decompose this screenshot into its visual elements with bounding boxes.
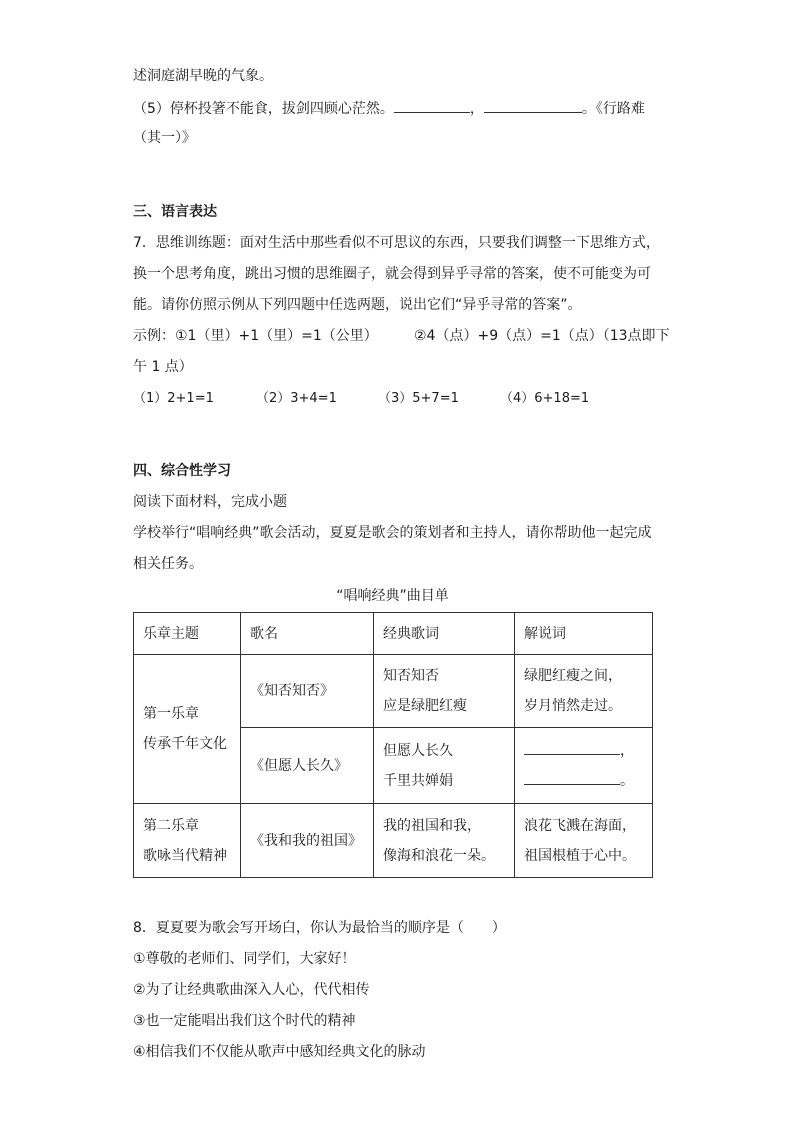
song-1-commentary — [515, 655, 653, 728]
answer-blank-commentary-b[interactable] — [524, 770, 620, 785]
question-7-line3: 能。请你仿照示例从下列四题中任选两题，说出它们“异乎寻常的答案”。 — [133, 297, 582, 313]
song-2-title: 《但愿人长久》 — [241, 728, 374, 804]
q8-item-1: ①尊敬的老师们、同学们，大家好！ — [133, 951, 356, 967]
commentary-line: 岁月悄然走过。 — [524, 698, 622, 714]
example-line2: 午 1 点） — [133, 359, 193, 375]
lyric-line: 像海和浪花一朵。 — [383, 847, 495, 864]
chapter-2-cell — [134, 804, 241, 878]
q8-item-2: ②为了让经典歌曲深入人心，代代相传 — [133, 982, 370, 998]
activity-desc-line2: 相关任务。 — [133, 556, 203, 572]
section-3-heading: 三、语言表达 — [133, 204, 217, 220]
reading-intro: 阅读下面材料，完成小题 — [133, 494, 287, 510]
activity-desc-line1: 学校举行“唱响经典”歌会活动，夏夏是歌会的策划者和主持人，请你帮助他一起完成 — [133, 525, 652, 541]
lyric-line: 应是绿肥红瘦 — [383, 698, 467, 714]
song-3-lyrics — [374, 804, 515, 878]
commentary-punct: ， — [620, 742, 634, 759]
question-5-line — [133, 98, 645, 119]
song-1-lyrics — [374, 655, 515, 728]
lyric-line: 但愿人长久 — [383, 742, 453, 759]
question-5-source-line2: （其一）》 — [133, 130, 196, 146]
example-b: ②4（点）+9（点）=1（点）（13点即下 — [414, 328, 670, 344]
question-5-text: （5）停杯投箸不能食，拔剑四顾心茫然。 — [133, 101, 394, 117]
commentary-line: 绿肥红瘦之间， — [524, 668, 622, 684]
song-list-table — [133, 612, 653, 878]
commentary-punct: 。 — [620, 772, 634, 789]
commentary-blank-line — [524, 736, 652, 766]
song-3-commentary — [515, 804, 653, 878]
chapter-2-name: 第二乐章 — [143, 817, 199, 834]
song-2-lyrics — [374, 728, 515, 804]
question-7-line2: 换一个思考角度，跳出习惯的思维圈子，就会得到异乎寻常的答案，使不可能变为可 — [133, 266, 651, 282]
q8-item-4: ④相信我们不仅能从歌声中感知经典文化的脉动 — [133, 1044, 426, 1060]
song-3-title: 《我和我的祖国》 — [241, 804, 374, 878]
q8-item-3: ③也一定能唱出我们这个时代的精神 — [133, 1013, 356, 1029]
commentary-line: 祖国根植于心中。 — [524, 847, 636, 864]
option-4: （4）6+18=1 — [500, 391, 590, 406]
lyric-line: 我的祖国和我， — [383, 817, 481, 834]
question-7-line1: 7．思维训练题：面对生活中那些看似不可思议的东西，只要我们调整一下思维方式， — [133, 235, 660, 251]
song-2-commentary — [515, 728, 653, 804]
example-line — [133, 326, 670, 346]
header-song: 歌名 — [241, 613, 374, 655]
question-8-text: 8．夏夏要为歌会写开场白，你认为最恰当的顺序是（ ） — [133, 920, 506, 936]
commentary-line: 浪花飞溅在海面， — [524, 817, 636, 834]
header-commentary: 解说词 — [515, 613, 653, 655]
lyric-line: 知否知否 — [383, 668, 439, 684]
example-a: 示例：①1（里）+1（里）=1（公里） — [133, 328, 378, 344]
chapter-1-cell — [134, 655, 241, 804]
section-4-heading: 四、综合性学习 — [133, 463, 231, 479]
song-1-title: 《知否知否》 — [241, 655, 374, 728]
chapter-1-theme: 传承千年文化 — [143, 736, 227, 752]
option-3: （3）5+7=1 — [378, 391, 459, 406]
commentary-blank-line — [524, 766, 652, 796]
table-header-row — [134, 613, 653, 655]
option-2: （2）3+4=1 — [256, 391, 337, 406]
answer-blank-commentary-a[interactable] — [524, 740, 620, 755]
chapter-1-name: 第一乐章 — [143, 706, 199, 722]
header-lyrics: 经典歌词 — [374, 613, 515, 655]
question-5-separator: ， — [469, 101, 484, 117]
table-row — [134, 655, 653, 728]
chapter-2-theme: 歌咏当代精神 — [143, 847, 227, 864]
answer-blank-5a[interactable] — [394, 98, 470, 113]
table-title: “唱响经典”曲目单 — [336, 588, 449, 604]
poem-description-line: 述洞庭湖早晚的气象。 — [133, 68, 273, 84]
lyric-line: 千里共婵娟 — [383, 772, 453, 789]
question-5-source: 。《行路难 — [581, 101, 645, 117]
option-1: （1）2+1=1 — [133, 391, 214, 406]
header-chapter: 乐章主题 — [134, 613, 241, 655]
table-row — [134, 804, 653, 878]
answer-blank-5b[interactable] — [484, 98, 582, 113]
